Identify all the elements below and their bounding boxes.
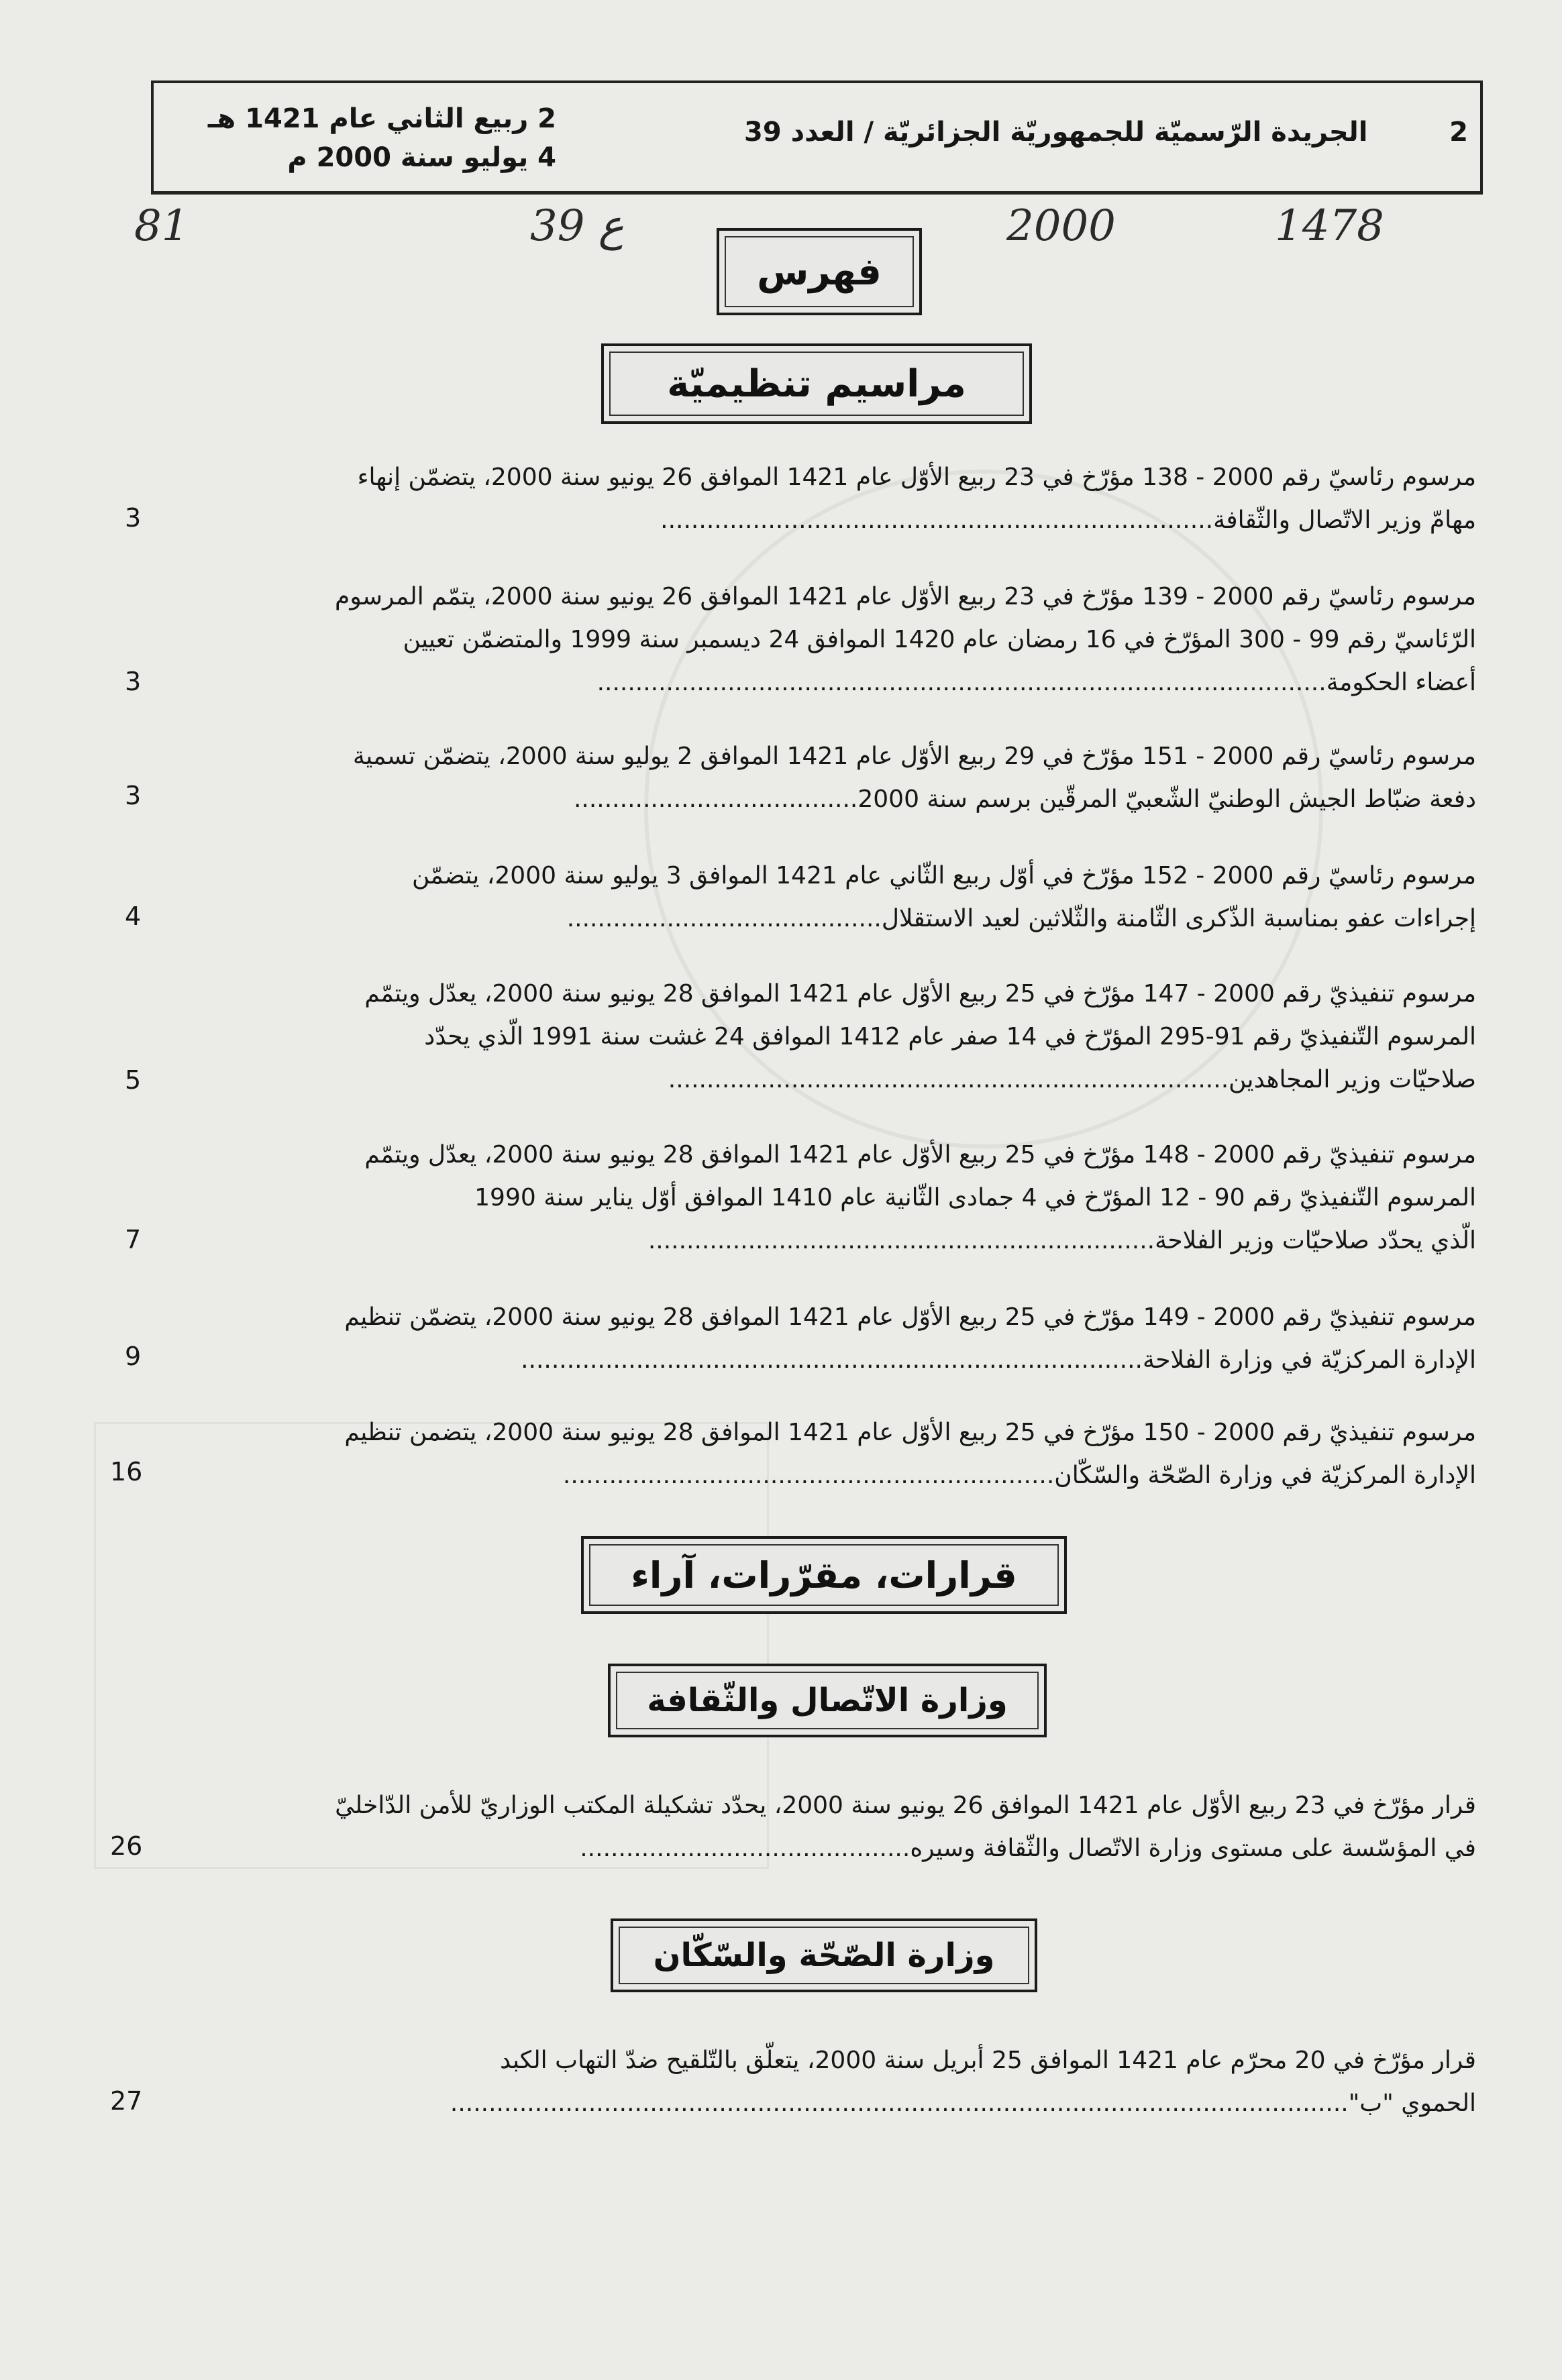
dot-leader: ..................................... (573, 786, 858, 813)
toc-entry (161, 1134, 1476, 1262)
entry-line: مرسوم تنفيذيّ رقم 2000 - 147 مؤرّخ في 25 ربيع الأوّل عام 1421 الموافق 28 يونيو سنة 2000، يعدّل ويتمّم (364, 980, 1476, 1008)
section-decisions-box (581, 1536, 1067, 1614)
entry-line-last (161, 2082, 1476, 2125)
entry-page-number: 3 (125, 667, 142, 696)
entry-line: مرسوم تنفيذيّ رقم 2000 - 148 مؤرّخ في 25 ربيع الأوّل عام 1421 الموافق 28 يونيو سنة 2000، يعدّل ويتمّم (364, 1141, 1476, 1169)
section-decrees-title: مراسيم تنظيميّة (667, 362, 966, 406)
dot-leader: ........................................... (580, 1835, 910, 1862)
dot-leader: ......................................................................... (668, 1066, 1229, 1093)
entry-line: مرسوم تنفيذيّ رقم 2000 - 149 مؤرّخ في 25 ربيع الأوّل عام 1421 الموافق 28 يونيو سنة 2000، يتضمّن تنظيم (344, 1303, 1476, 1331)
entry-line-last (161, 1059, 1476, 1101)
section-decrees-box (601, 343, 1032, 424)
entry-line-last (161, 1220, 1476, 1262)
dot-leader: ......................................... (566, 905, 882, 932)
entry-line: مرسوم رئاسيّ رقم 2000 - 139 مؤرّخ في 23 ربيع الأوّل عام 1421 الموافق 26 يونيو سنة 2000، يتمّم المرسوم (335, 583, 1476, 610)
header-page-number: 2 (1449, 117, 1468, 148)
entry-page-number: 26 (110, 1831, 143, 1861)
entry-line-text: دفعة ضبّاط الجيش الوطنيّ الشّعبيّ المرقّين برسم سنة 2000 (857, 786, 1476, 813)
entry-line: قرار مؤرّخ في 20 محرّم عام 1421 الموافق 25 أبريل سنة 2000، يتعلّق بالتّلقيح ضدّ التهاب الكبد (500, 2047, 1476, 2074)
entry-line: قرار مؤرّخ في 23 ربيع الأوّل عام 1421 الموافق 26 يونيو سنة 2000، يحدّد تشكيلة المكتب الوزاريّ للأمن الدّاخليّ (335, 1792, 1476, 1819)
entry-page-number: 5 (125, 1065, 142, 1095)
entry-line-text: في المؤسّسة على مستوى وزارة الاتّصال والثّقافة وسيره (910, 1835, 1476, 1862)
ministry-communication-title: وزارة الاتّصال والثّقافة (647, 1682, 1008, 1719)
section-decisions-title: قرارات، مقرّرات، آراء (631, 1554, 1017, 1597)
entry-line-last (161, 898, 1476, 940)
entry-line-last (161, 1454, 1476, 1497)
toc-entry (161, 2039, 1476, 2125)
handwritten-note-mid2: 2000 (1006, 201, 1116, 251)
dot-leader: ............................................................................................... (596, 669, 1326, 696)
entry-line-last (161, 1827, 1476, 1870)
entry-line-text: إجراءات عفو بمناسبة الذّكرى الثّامنة والثّلاثين لعيد الاستقلال (881, 905, 1476, 932)
entry-line-text: صلاحيّات وزير المجاهدين (1229, 1066, 1476, 1093)
dot-leader: ................................................................................. (521, 1346, 1143, 1374)
entry-line-text: الإدارة المركزيّة في وزارة الصّحّة والسّكّان (1054, 1462, 1476, 1489)
toc-entry (161, 855, 1476, 940)
entry-page-number: 9 (125, 1342, 142, 1371)
toc-entry (161, 1296, 1476, 1382)
entry-line-text: مهامّ وزير الاتّصال والثّقافة (1213, 506, 1476, 534)
header-dates (180, 99, 556, 177)
entry-line: مرسوم رئاسيّ رقم 2000 - 152 مؤرّخ في أوّل ربيع الثّاني عام 1421 الموافق 3 يوليو سنة 2000، يتضمّن (412, 862, 1476, 889)
handwritten-note-left: 81 (134, 201, 189, 251)
entry-line-last (161, 1339, 1476, 1382)
header-date-gregorian: 4 يوليو سنة 2000 م (287, 142, 556, 173)
entry-page-number: 7 (125, 1225, 142, 1254)
entry-line-last (161, 499, 1476, 542)
handwritten-note-right: 1478 (1275, 201, 1384, 251)
entry-line: المرسوم التّنفيذيّ رقم 90 - 12 المؤرّخ في 4 جمادى الثّانية عام 1410 الموافق أوّل يناير سنة 1990 (474, 1184, 1476, 1211)
ministry-health-title: وزارة الصّحّة والسّكّان (653, 1937, 995, 1974)
entry-line-text: الحموي "ب" (1348, 2090, 1476, 2117)
entry-page-number: 27 (110, 2086, 143, 2116)
entry-line: مرسوم تنفيذيّ رقم 2000 - 150 مؤرّخ في 25 ربيع الأوّل عام 1421 الموافق 28 يونيو سنة 2000، يتضمن تنظيم (344, 1419, 1476, 1446)
toc-entry (161, 1784, 1476, 1870)
toc-entry (161, 576, 1476, 704)
toc-entry (161, 456, 1476, 542)
header-date-hijri: 2 ربيع الثاني عام 1421 هـ (207, 103, 556, 134)
index-title: فهرس (757, 250, 882, 294)
entry-line: مرسوم رئاسيّ رقم 2000 - 151 مؤرّخ في 29 ربيع الأوّل عام 1421 الموافق 2 يوليو سنة 2000، يتضمّن تسمية (352, 743, 1476, 770)
toc-entry (161, 1411, 1476, 1497)
dot-leader: ..................................................................................................................... (450, 2090, 1349, 2117)
entry-line-text: الإدارة المركزيّة في وزارة الفلاحة (1142, 1346, 1476, 1374)
toc-entry (161, 973, 1476, 1101)
ministry-communication-box (608, 1664, 1047, 1737)
entry-page-number: 16 (110, 1457, 143, 1486)
entry-page-number: 3 (125, 503, 142, 533)
toc-entry (161, 735, 1476, 821)
entry-line-text: الّذي يحدّد صلاحيّات وزير الفلاحة (1155, 1227, 1476, 1254)
entry-line: المرسوم التّنفيذيّ رقم 91-295 المؤرّخ في 14 صفر عام 1412 الموافق 24 غشت سنة 1991 الّذي يحدّد (424, 1023, 1476, 1050)
entry-page-number: 3 (125, 781, 142, 810)
page-header (151, 80, 1483, 195)
entry-line-last (161, 661, 1476, 704)
dot-leader: .................................................................. (647, 1227, 1155, 1254)
ministry-health-box (611, 1918, 1037, 1992)
index-title-box (717, 228, 922, 315)
entry-line-last (161, 778, 1476, 821)
dot-leader: ........................................................................ (660, 506, 1214, 534)
handwritten-note-mid1: 39 ع (530, 201, 624, 251)
entry-line-text: أعضاء الحكومة (1326, 669, 1476, 696)
entry-line: مرسوم رئاسيّ رقم 2000 - 138 مؤرّخ في 23 ربيع الأوّل عام 1421 الموافق 26 يونيو سنة 2000، يتضمّن إنهاء (357, 464, 1476, 491)
dot-leader: ................................................................ (562, 1462, 1055, 1489)
entry-line: الرّئاسيّ رقم 99 - 300 المؤرّخ في 16 رمضان عام 1420 الموافق 24 ديسمبر سنة 1999 والمتضمّن تعيين (403, 626, 1476, 653)
header-gazette-title: الجريدة الرّسميّة للجمهوريّة الجزائريّة / العدد 39 (744, 117, 1368, 148)
entry-page-number: 4 (125, 902, 142, 931)
